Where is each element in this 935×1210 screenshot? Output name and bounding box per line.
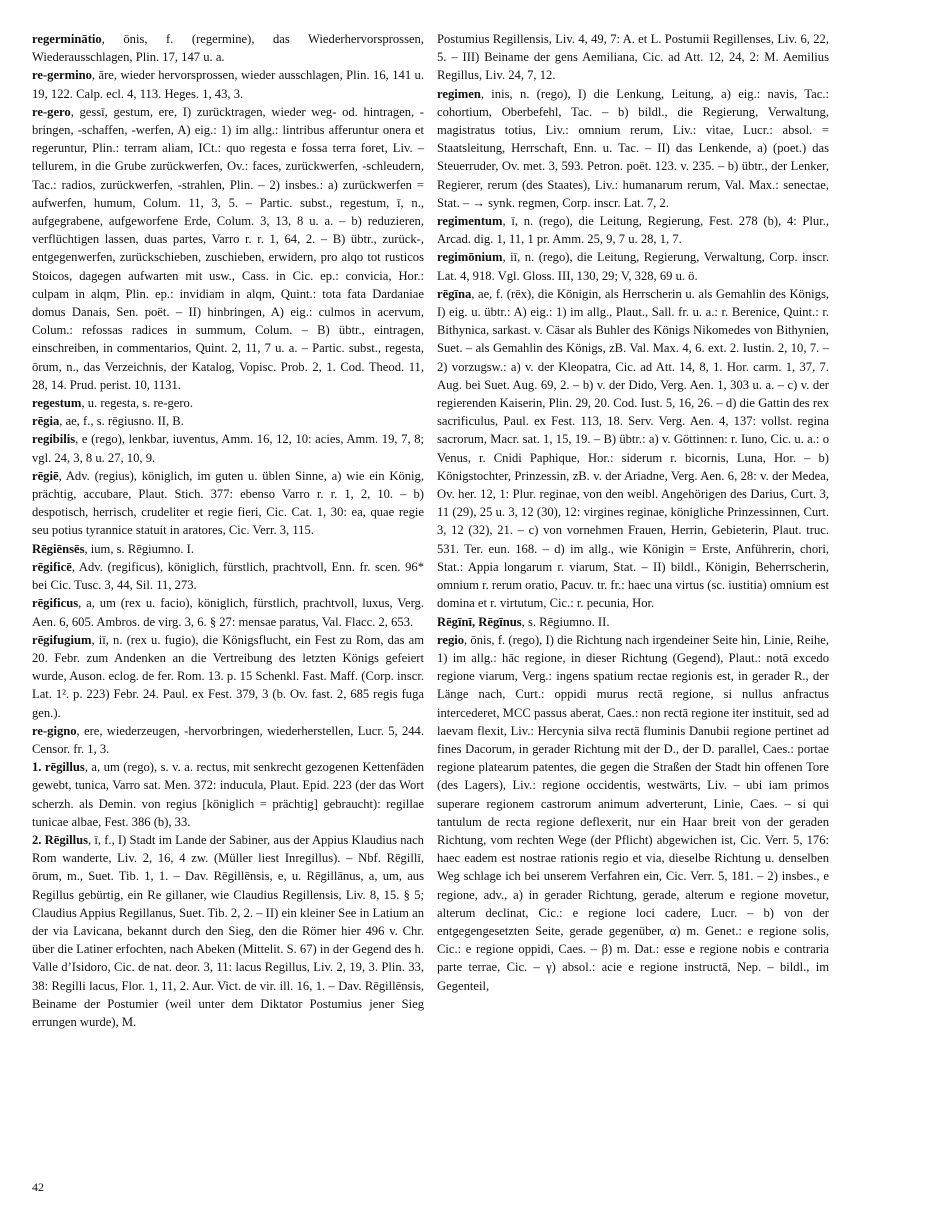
entry-headword: regibilis <box>32 432 76 447</box>
dictionary-entry <box>32 540 424 558</box>
entry-grammar: , ī, n. (rego), <box>502 214 579 229</box>
entry-grammar: , ium, <box>84 541 117 556</box>
entry-headword: regerminātio <box>32 32 102 46</box>
entry-definition: s. rēgiusno. II, B. <box>96 414 184 429</box>
dictionary-entry <box>437 85 829 212</box>
entry-definition: die Königin, als Herrscherin u. als Gemahlin des Königs, I) eig. u. übtr.: A) eig.: 1) im allg., Plaut., Sall. fr. u. a.: r. Berenice, Quint.: r. Bithynica, sarkast. v. Cäsar als Buhler des Königs Nikomedes von Bithynien, Suet. – als Gemahlin des Königs, zB. Val. Max. 4, 6. ext. 2. Iustin. 2, 10, 7. – 2) vorzugsw.: a) v. der Kleopatra, Cic. ad Att. 14, 8, 1. Hor. carm. 1, 37, 7. Aug. bei Suet. Aug. 69, 2. – b) v. der Dido, Verg. Aen. 1, 303 u. a. – c) v. der regierenden Kaiserin, Plin. 29, 20. Cod. Iust. 5, 16, 26. – d) die Gattin des rex sacrificulus, Paul. ex Fest. 113, 18. Serv. Verg. Aen. 4, 137: vollst. regina sacrorum, Macr. sat. 1, 15, 19. – B) übtr.: a) v. Göttinnen: r. Iuno, Cic. u. a.: o Venus, r. Cnidi Paphique, Hor.: siderum r. bicornis, Luna, Hor. – b) Königstochter, Prinzessin, zB. v. der Ariadne, Verg. Aen. 6, 28: v. der Medea, Ov. her. 12, 1: Plur. reginae, von den weibl. Angehörigen des Darius, Curt. 3, 11 (29), 25 u. 3, 12 (30), 12: virgines reginae, königliche Prinzessinnen, Curt. 3, 12 (32), 21. – c) von vornehmen Frauen, Herrin, Gebieterin, Plaut. truc. 531. Ter. eun. 168. – d) im allg., wie Königin = Erste, Anführerin, chori, Stat.: Appia longarum r. viarum, Stat. – II) bildl., Königin, Beherrscherin, omnium r. rerum oratio, Pacuv. tr. fr.: haec una virtus (sc. iustitia) omnium est domina et r. virtutum, Cic.: r. pecunia, Hor. <box>437 286 829 611</box>
entry-grammar: , ōnis, f. (rego), I) <box>464 632 558 647</box>
dictionary-entry <box>32 831 424 1031</box>
entry-definition: Stadt im Lande der Sabiner, aus der Appius Klaudius nach Rom wanderte, Liv. 2, 16, 4 zw. (Müller liest Inregillus). – Nbf. Rēgillī, ōrum, m., Suet. Tib. 1, 1. – Dav. Rēgillēnsis, e, u. Rēgillānus, a, um, aus Regillus gebürtig, ein Re gillaner, wie Claudius Regillensis, Liv. 8, 15. § 5; Claudius Appius Regillanus, Suet. Tib. 2, 2. – II) ein kleiner See in Latium an der via Lavicana, bekannt durch den Sieg, den die Römer hier 496 v. Chr. über die Latiner erfochten, nach Abeken (Mittelit. S. 67) in der Gegend des h. Valle d’Isidoro, Cic. de nat. deor. 3, 11: lacus Regillus, Liv. 2, 19, 3. Plin. 33, 38: Regilli lacus, Flor. 1, 11, 2. Aur. Vict. de vir. ill. 16, 1. – Dav. Rēgillēnsis, Beiname der Postumier (weil unter dem Diktator Postumius jener Sieg errungen wurde), M. <box>32 832 424 1029</box>
dictionary-entry <box>32 722 424 758</box>
entry-headword: regimōnium <box>437 250 503 265</box>
dictionary-entry <box>437 613 829 631</box>
entry-grammar: , gessī, gestum, ere, I) <box>70 104 197 119</box>
entry-headword: regimen <box>437 86 481 101</box>
entry-definition: regesta, s. re-gero. <box>100 396 193 411</box>
entry-headword: rēgifugium <box>32 632 92 647</box>
entry-headword: rēgīna <box>437 286 472 301</box>
entry-headword: re-gero <box>32 104 71 119</box>
entry-headword: Rēgiēnsēs <box>32 541 85 556</box>
dictionary-entry <box>437 631 829 995</box>
entry-headword: regimentum <box>437 214 503 229</box>
entry-grammar: , ae, f. (rēx), <box>471 286 538 301</box>
entry-definition: die Leitung, Regierung, Verwaltung, Corp. inscr. Lat. 4, 918. Vgl. Gloss. III, 130, 29; V, 328, 69 u. ö. <box>437 250 829 283</box>
entry-headword: rēgiē <box>32 468 59 483</box>
entry-definition: Postumius Regillensis, Liv. 4, 49, 7: A. et L. Postumii Regillenses, Liv. 6, 22, 5. – III) Beiname der gens Aemiliana, Cic. ad Att. 12, 24, 2: M. Aemilius Regillus, Liv. 24, 7, 12. <box>437 32 829 83</box>
entry-headword: regestum <box>32 396 82 411</box>
dictionary-entry <box>32 103 424 394</box>
entry-definition: s. Rēgiumno. II. <box>527 614 610 629</box>
entry-definition: die Lenkung, Leitung, a) eig.: navis, Tac.: cohortium, Oberbefehl, Tac. – b) bildl., die Regierung, Verwaltung, magistratus totius, Liv.: omnium rerum, Liv.: vitae, Lucr.: absol. = Staatsleitung, Herrschaft, Enn. u. Tac. – II) das Lenkende, a) (poet.) das Steuerruder, Ov. met. 3, 593. Petron. poët. 123. v. 235. – b) übtr., der Lenker, Regierer, rerum (des Staates), Liv.: humanarum rerum, Val. Max.: senectae, Stat. – → synk. regmen, Corp. inscr. Lat. 7, 2. <box>437 86 829 210</box>
right-column <box>437 30 829 995</box>
entry-grammar: , a, um (rex u. facio), <box>78 596 198 611</box>
entry-definition: die Leitung, Regierung, Fest. 278 (b), 4: Plur., Arcad. dig. 1, 11, 1 pr. Amm. 25, 9, 7 u. 28, 1, 7. <box>437 214 830 247</box>
dictionary-entry <box>32 631 424 722</box>
dictionary-entry <box>32 430 424 466</box>
entry-grammar: , ōnis, f. (regermine), <box>101 32 273 46</box>
entry-headword: rēgia <box>32 414 60 429</box>
entry-definition: königlich, fürstlich, prachtvoll, Enn. fr. scen. 96* bei Cic. Tusc. 3, 44, Sil. 11, 273. <box>32 559 424 593</box>
dictionary-entry <box>32 394 424 412</box>
entry-grammar: , u. <box>81 396 101 411</box>
entry-grammar: , e (rego), <box>75 432 129 447</box>
dictionary-entry <box>437 285 829 613</box>
entry-grammar: , a, um (rego), <box>84 760 161 775</box>
entry-definition: zurücktragen, wieder weg- od. hintragen, -bringen, -schaffen, -werfen, A) eig.: 1) im allg.: lintribus afferuntur onera et regeruntur, Plin.: terram aliam, ICt.: quo regesta e fossa terra foret, Liv. – tellurem, in die Grube zurückwerfen, Ov.: faces, zurückwerfen, -schleudern, Tac.: radios, zurückwerfen, -strahlen, Plin. – 2) insbes.: a) zurückwerfen = aufwerfen, humum, Colum. 11, 3, 5. – Partic. subst., regestum, ī, n., aufgegrabene, aufgeworfene Erde, Colum. 3, 13, 8 u. a. – b) reduzieren, verflüchtigen lassen, duas partes, Varro r. r. 1, 64, 2. – B) übtr., zurück-, entgegenwerfen, zurückschieben, zuschieben, erwidern, pro alqo tot rusticos Stoicos, dagegen aufwarten mit usw., Cass. in Cic. ep.: convicia, Hor.: culpam in alqm, Plin. ep.: invidiam in alqm, Quint.: tota fata Dardaniae domus Danais, Sen. poët. – II) hinbringen, A) eig.: culmos in acervum, Colum.: refossas radices in summum, Colum. – B) übtr., eintragen, einschreiben, in commentarios, Quint. 2, 11, 7 u. a. – Partic. subst., regesta, ōrum, n., das Verzeichnis, der Katalog, Vopisc. Prob. 2, 1. Cod. Theod. 11, 28, 14. Prud. perist. 10, 1131. <box>32 104 424 392</box>
entry-headword: rēgificus <box>32 596 79 611</box>
entry-definition: s. v. a. rectus, mit senkrecht gezogenen Kettenfäden gewebt, tunica, Varro sat. Men. 372: inducula, Plaut. Epid. 223 (der das Wort scherzh. als Demin. von regius [königlich = prächtig] gebraucht): regillae tunicae albae, Fest. 386 (b), 33. <box>32 760 424 829</box>
dictionary-entry <box>32 758 424 831</box>
entry-grammar: , ī, f., I) <box>88 832 130 847</box>
page-number: 42 <box>32 1180 44 1194</box>
entry-headword: re-germino <box>32 68 92 83</box>
entry-definition: lenkbar, iuventus, Amm. 16, 12, 10: acies, Amm. 19, 7, 8; vgl. 24, 3, 8 u. 27, 10, 9. <box>32 432 424 465</box>
entry-grammar: , iī, n. (rego), <box>502 250 578 265</box>
dictionary-entry <box>437 248 829 284</box>
entry-headword: 2. Rēgillus <box>32 832 89 847</box>
entry-definition: das Wiederhervorsprossen, Wiederausschlagen, Plin. 17, 147 u. a. <box>32 32 424 65</box>
entry-grammar: , ae, f., <box>59 414 97 429</box>
entry-definition: die Königsflucht, ein Fest zu Rom, das am 20. Febr. zum Andenken an die Vertreibung des letzten Königs gefeiert wurde, Auson. eclog. de fer. Rom. 13. p. 15 Schenkl. Fast. Maff. (Corp. inscr. Lat. 1². p. 223) Febr. 24. Paul. ex Fest. 379, 3 (b. Ov. fast. 2, 685 regis fuga gen.). <box>32 632 424 720</box>
entry-grammar: , iī, n. (rex u. fugio), <box>91 632 203 647</box>
entry-grammar: , Adv. (regificus), <box>71 559 168 574</box>
dictionary-entry <box>32 467 424 540</box>
dictionary-entry <box>437 30 829 85</box>
entry-definition: königlich, im guten u. üblen Sinne, a) wie ein König, prächtig, accubare, Plaut. Stich. 377: ebenso Varro r. r. 1, 2, 10. – b) despotisch, herrisch, crudeliter et regie fieri, Cic. Cat. 1, 30: ea, quae regie seu potius tyrannice statuit in aratores, Cic. Verr. 3, 115. <box>32 468 424 538</box>
entry-definition: wieder hervorsprossen, wieder ausschlagen, Plin. 16, 141 u. 19, 122. Calp. ecl. 4, 113. Heges. 1, 43, 3. <box>32 68 425 101</box>
entry-headword: re-gigno <box>32 723 77 738</box>
dictionary-entry <box>32 412 424 430</box>
entry-definition: wiederzeugen, -hervorbringen, wiederherstellen, Lucr. 5, 244. Censor. fr. 1, 3. <box>32 723 425 756</box>
entry-definition: königlich, fürstlich, prachtvoll, luxus, Verg. Aen. 6, 605. Ambros. de virg. 3, 6. § 27: mensae paratus, Val. Flacc. 2, 653. <box>32 596 424 629</box>
entry-headword: regio <box>437 632 465 647</box>
entry-grammar: , inis, n. (rego), I) <box>480 86 594 101</box>
dictionary-entry <box>32 66 424 102</box>
entry-grammar: , Adv. (regius), <box>58 468 142 483</box>
entry-headword: Rēgīnī, Rēgīnus <box>437 614 522 629</box>
entry-grammar: , āre, <box>91 68 121 83</box>
entry-grammar: , ere, <box>76 723 107 738</box>
dictionary-entry <box>32 594 424 630</box>
entry-headword: rēgificē <box>32 559 72 574</box>
entry-grammar: , <box>521 614 528 629</box>
entry-definition: die Richtung nach irgendeiner Seite hin, Linie, Reihe, 1) im allg.: hāc regione, in dieser Richtung (Gegend), Plaut.: notā excedo regione viarum, Verg.: ingens spatium rectae regionis est, in gerader R., der Länge nach, Curt.: oppidi murus rectā regione, si nullus anfractus intercederet, MCC passus aberat, Caes.: non rectā regione iter instituit, sed ad laevam flexit, Liv.: Hercynia silva rectā fluminis Danubii regione pertinet ad fines Dacorum, in gerader Richtung mit der D., der D. parallel, Caes.: portae regione platearum patentes, die gegen die Straßen der Stadt hin offenen Tore (des Lagers), Liv.: regione occidentis, westwärts, Liv. – ubi iam primos superare regionem castrorum animum adverterunt, Linie, Caes. – si qui tantulum de recta regione deflexerit, nur ein Haar breit von der geraden Richtung, vom rechten Wege (der Pflicht) abgewichen ist, Cic. Verr. 5, 176: haec eadem est nostrae rationis regio et via, dieselbe Richtung u. denselben Weg schlage ich bei unserem Verfahren ein, Cic. Verr. 5, 181. – 2) insbes., e regione, adv., a) in gerader Richtung, gerade, alterum e regione movetur, alterum declinat, Cic.: e regione loci cadere, Lucr. – b) von der entgegengesetzten Seite, gerade gegenüber, α) m. Genet.: e regione solis, Cic.: e regione oppidi, Caes. – β) m. Dat.: esse e regione nobis e contraria parte terrae, Cic. – γ) absol.: acie e regione instructā, Nep. – bildl., im Gegenteil, <box>437 632 829 993</box>
entry-definition: s. Rēgiumno. I. <box>116 541 194 556</box>
dictionary-entry <box>32 558 424 594</box>
entry-headword: 1. rēgillus <box>32 760 85 775</box>
dictionary-entry <box>437 212 829 248</box>
left-column <box>32 30 424 1031</box>
dictionary-entry <box>32 30 424 66</box>
